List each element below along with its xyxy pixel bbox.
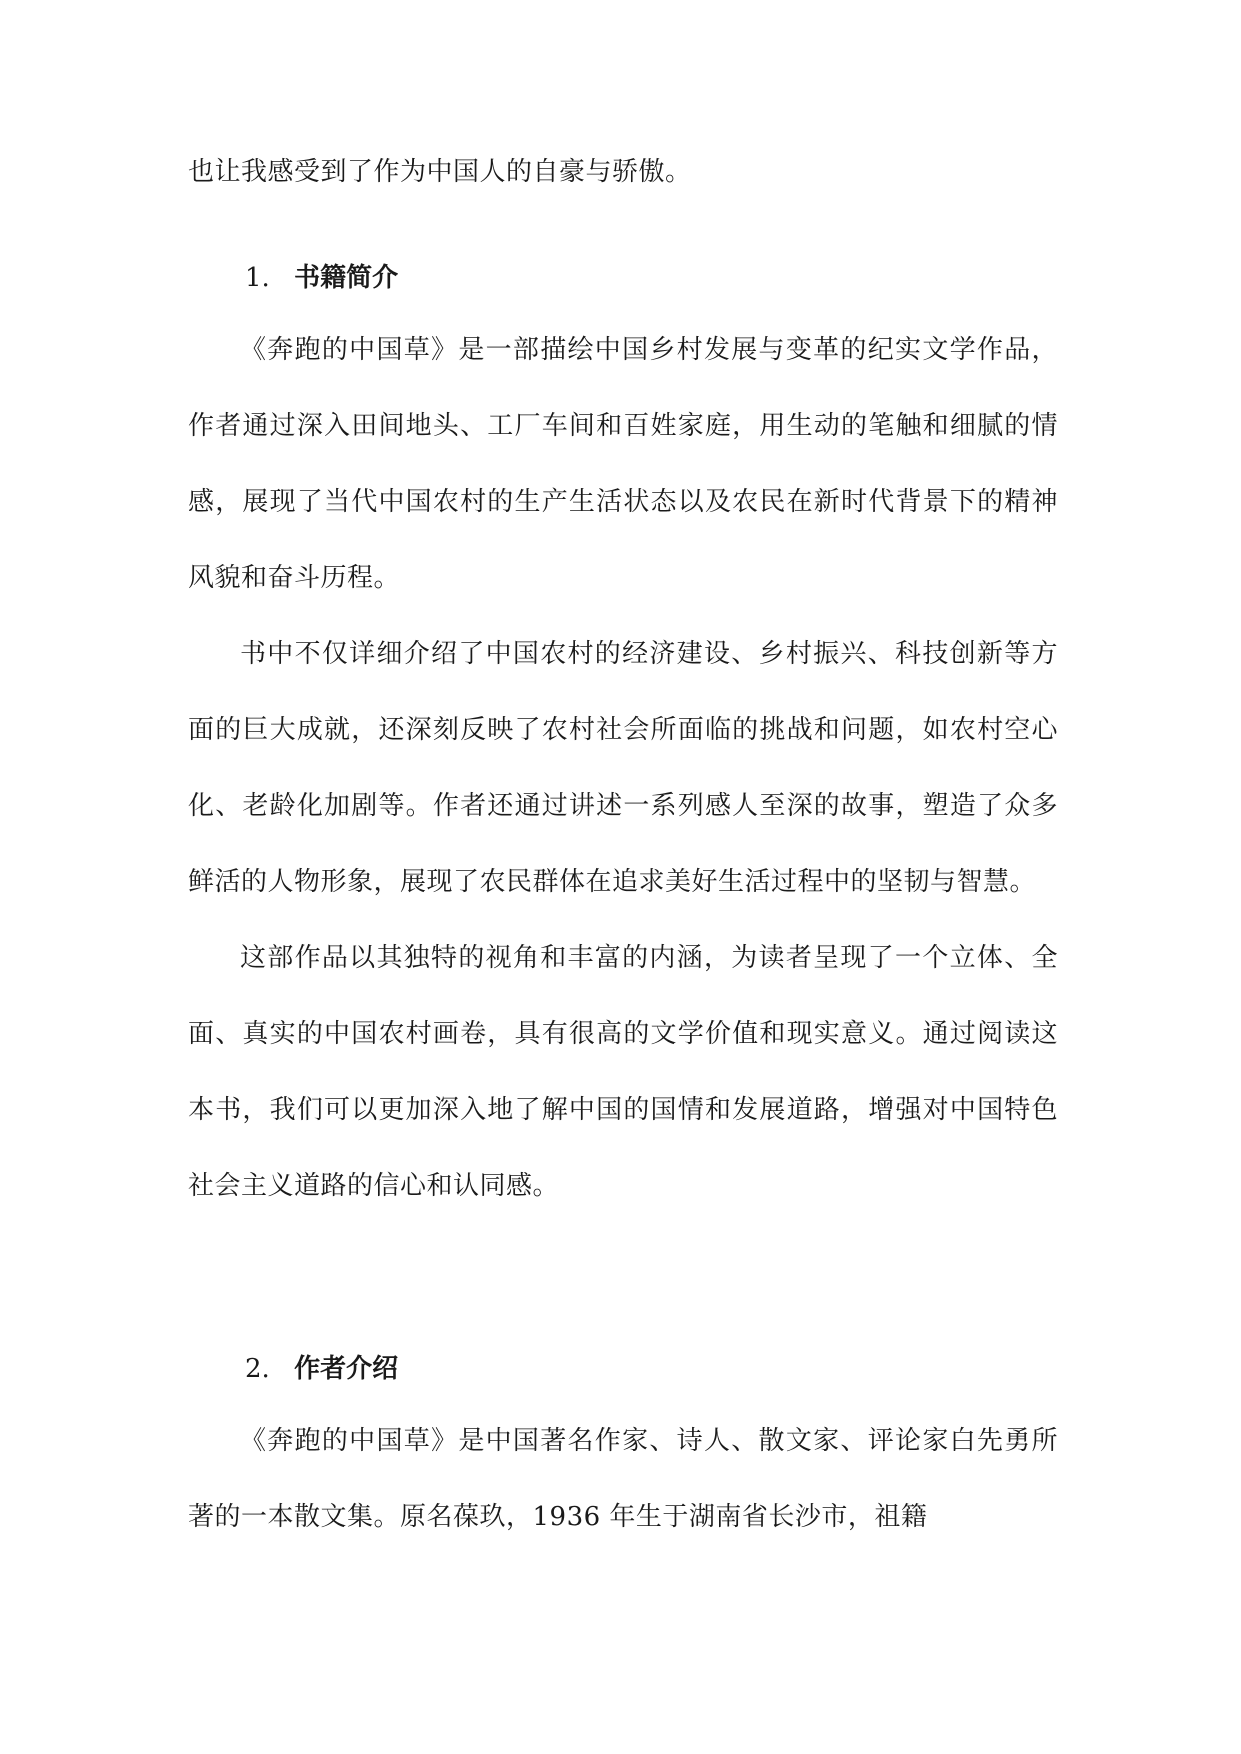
section-number: 1. [245,263,270,293]
section-body-book-intro [188,312,1058,1224]
paragraph: 《奔跑的中国草》是一部描绘中国乡村发展与变革的纪实文学作品，作者通过深入田间地头、工厂车间和百姓家庭，用生动的笔触和细腻的情感，展现了当代中国农村的生产生活状态以及农民在新时代背景下的精神风貌和奋斗历程。 [188,335,1058,593]
section-title: 作者介绍 [294,1354,399,1384]
opening-paragraph: 也让我感受到了作为中国人的自豪与骄傲。 [188,157,692,187]
section-heading-author-intro [245,1349,398,1389]
paragraph: 《奔跑的中国草》是中国著名作家、诗人、散文家、评论家白先勇所著的一本散文集。原名葆玖，1936 年生于湖南省长沙市，祖籍 [188,1426,1058,1532]
paragraph: 书中不仅详细介绍了中国农村的经济建设、乡村振兴、科技创新等方面的巨大成就，还深刻反映了农村社会所面临的挑战和问题，如农村空心化、老龄化加剧等。作者还通过讲述一系列感人至深的故事，塑造了众多鲜活的人物形象，展现了农民群体在追求美好生活过程中的坚韧与智慧。 [188,639,1058,897]
section-heading-book-intro [245,258,398,298]
section-title: 书籍简介 [294,263,399,293]
paragraph: 这部作品以其独特的视角和丰富的内涵，为读者呈现了一个立体、全面、真实的中国农村画卷，具有很高的文学价值和现实意义。通过阅读这本书，我们可以更加深入地了解中国的国情和发展道路，增强对中国特色社会主义道路的信心和认同感。 [188,943,1058,1201]
section-body-author-intro [188,1403,1058,1555]
section-number: 2. [245,1354,270,1384]
